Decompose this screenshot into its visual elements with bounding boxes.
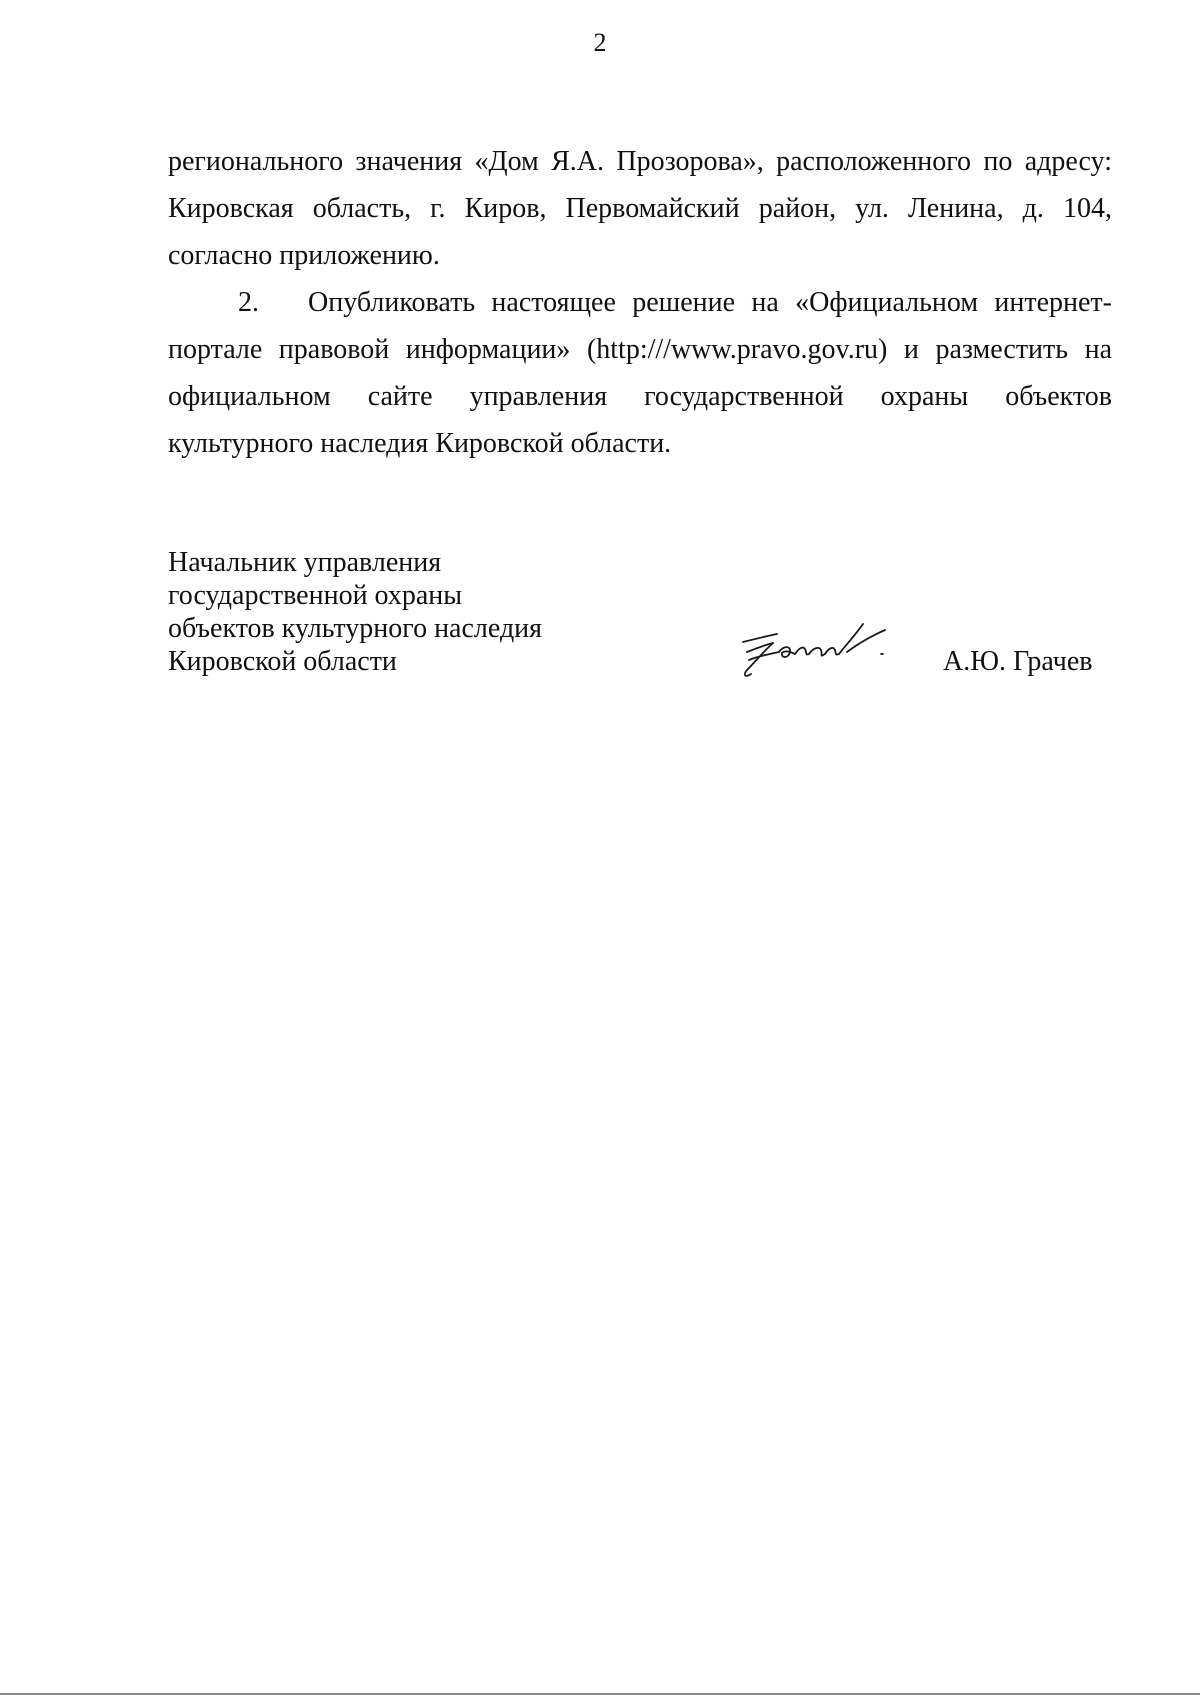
signatory-title: [168, 546, 542, 678]
scan-edge-line: [0, 1693, 1200, 1695]
paragraph-continuation: регионального значения «Дом Я.А. Прозорова», расположенного по адресу: Кировская область, г. Киров, Первомайский район, ул. Ленина, д. 104, согласно приложению.: [168, 146, 1112, 271]
paragraph-item-2: 2. Опубликовать настоящее решение на «Официальном интернет-портале правовой информации» (http:///www.pravo.gov.ru) и разместить на официальном сайте управления государственной охраны объектов культурного наследия Кировской области.: [168, 287, 1112, 459]
document-body: [168, 138, 1112, 467]
page-number: 2: [593, 28, 607, 57]
signatory-name: А.Ю. Грачев: [943, 646, 1093, 677]
signatory-title-line-1: Начальник управления: [168, 547, 442, 578]
handwritten-signature: [735, 612, 895, 692]
signatory-title-line-4: Кировской области: [168, 646, 397, 677]
signatory-title-line-3: объектов культурного наследия: [168, 613, 543, 644]
signatory-title-line-2: государственной охраны: [168, 580, 463, 611]
